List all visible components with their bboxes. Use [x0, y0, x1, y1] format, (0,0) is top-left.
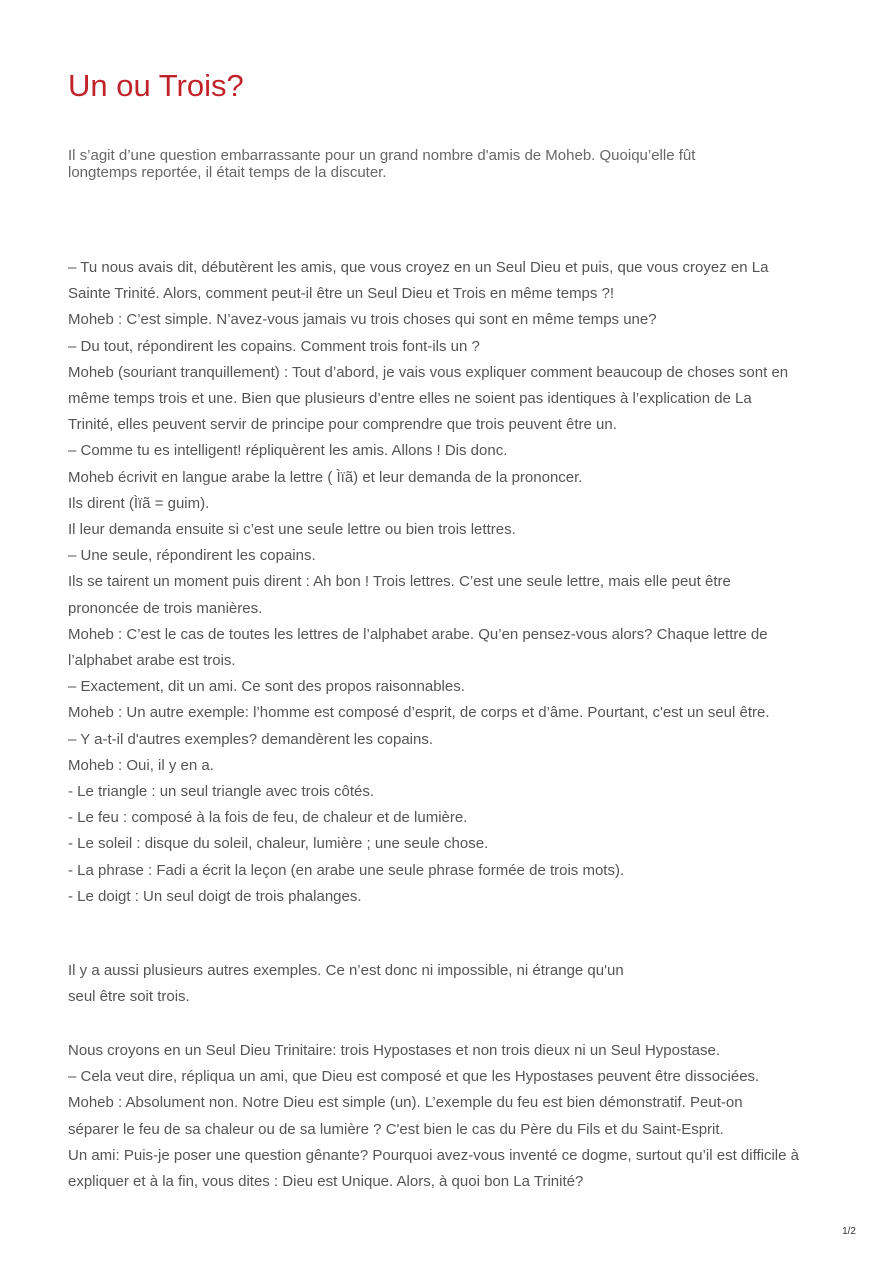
list-item-sun: - Le soleil : disque du soleil, chaleur, lumière ; une seule chose.	[68, 835, 489, 853]
dialogue-line: Ils se tairent un moment puis dirent : Ah bon ! Trois lettres. C’est une seule lettre, mais elle peut être	[68, 573, 731, 591]
final-line: Un ami: Puis-je poser une question gênante? Pourquoi avez-vous inventé ce dogme, surtout qu’il est difficile à	[68, 1146, 799, 1164]
dialogue-line: prononcée de trois manières.	[68, 599, 263, 617]
dialogue-line: – Du tout, répondirent les copains. Comment trois font-ils un ?	[68, 337, 480, 355]
dialogue-line: même temps trois et une. Bien que plusieurs d’entre elles ne soient pas identiques à l’explication de La	[68, 390, 752, 408]
final-line: expliquer et à la fin, vous dites : Dieu est Unique. Alors, à quoi bon La Trinité?	[68, 1173, 584, 1191]
final-line: Moheb : Absolument non. Notre Dieu est simple (un). L’exemple du feu est bien démonstratif. Peut-on	[68, 1094, 743, 1112]
dialogue-line: Moheb : Oui, il y en a.	[68, 756, 214, 774]
dialogue-line: – Exactement, dit un ami. Ce sont des propos raisonnables.	[68, 678, 465, 696]
page-number: 1/2	[842, 1226, 856, 1237]
dialogue-line: Moheb : Un autre exemple: l’homme est composé d’esprit, de corps et d’âme. Pourtant, c'est un seul être.	[68, 704, 770, 722]
dialogue-line: – Tu nous avais dit, débutèrent les amis, que vous croyez en un Seul Dieu et puis, que vous croyez en La	[68, 259, 769, 276]
dialogue-line: Ils dirent (Ìïã = guim).	[68, 494, 210, 512]
dialogue-line: – Comme tu es intelligent! répliquèrent les amis. Allons ! Dis donc.	[68, 442, 508, 460]
list-item-triangle: - Le triangle : un seul triangle avec trois côtés.	[68, 783, 374, 801]
final-line: Nous croyons en un Seul Dieu Trinitaire: trois Hypostases et non trois dieux ni un Seul Hypostase.	[68, 1042, 721, 1059]
conclusion-line: Il y a aussi plusieurs autres exemples. Ce n’est donc ni impossible, ni étrange qu'un	[68, 962, 624, 979]
dialogue-line: Moheb (souriant tranquillement) : Tout d’abord, je vais vous expliquer comment beaucoup de choses sont en	[68, 363, 789, 381]
dialogue-line: Moheb : C’est le cas de toutes les lettres de l’alphabet arabe. Qu’en pensez-vous alors? Chaque lettre de	[68, 625, 768, 643]
page-title: Un ou Trois?	[68, 68, 244, 103]
dialogue-line: Trinité, elles peuvent servir de principe pour comprendre que trois peuvent être un.	[68, 416, 617, 434]
dialogue-line: Il leur demanda ensuite si c’est une seule lettre ou bien trois lettres.	[68, 521, 516, 539]
dialogue-line: Moheb écrivit en langue arabe la lettre ( Ìïã) et leur demanda de la prononcer.	[68, 468, 583, 486]
list-item-fire: - Le feu : composé à la fois de feu, de chaleur et de lumière.	[68, 809, 468, 827]
list-item-sentence: - La phrase : Fadi a écrit la leçon (en arabe une seule phrase formée de trois mots).	[68, 861, 625, 879]
dialogue-line: Sainte Trinité. Alors, comment peut-il être un Seul Dieu et Trois en même temps ?!	[68, 285, 615, 303]
intro-line: Il s’agit d’une question embarrassante pour un grand nombre d'amis de Moheb. Quoiqu’elle fût	[68, 147, 696, 164]
final-section	[68, 1038, 838, 1195]
dialogue-line: – Y a-t-il d'autres exemples? demandèrent les copains.	[68, 730, 434, 748]
dialogue-line: – Une seule, répondirent les copains.	[68, 547, 316, 565]
intro-line: longtemps reportée, il était temps de la discuter.	[68, 164, 387, 181]
dialogue-line: l’alphabet arabe est trois.	[68, 652, 236, 670]
intro-paragraph	[68, 147, 808, 181]
dialogue-section	[68, 255, 838, 910]
conclusion-line: seul être soit trois.	[68, 988, 190, 1006]
list-item-finger: - Le doigt : Un seul doigt de trois phalanges.	[68, 887, 362, 905]
conclusion-paragraph	[68, 958, 838, 1010]
dialogue-line: Moheb : C’est simple. N’avez-vous jamais vu trois choses qui sont en même temps une?	[68, 311, 657, 329]
final-line: – Cela veut dire, répliqua un ami, que Dieu est composé et que les Hypostases peuvent être dissociées.	[68, 1068, 760, 1086]
final-line: séparer le feu de sa chaleur ou de sa lumière ? C'est bien le cas du Père du Fils et du Saint-Esprit.	[68, 1120, 724, 1138]
